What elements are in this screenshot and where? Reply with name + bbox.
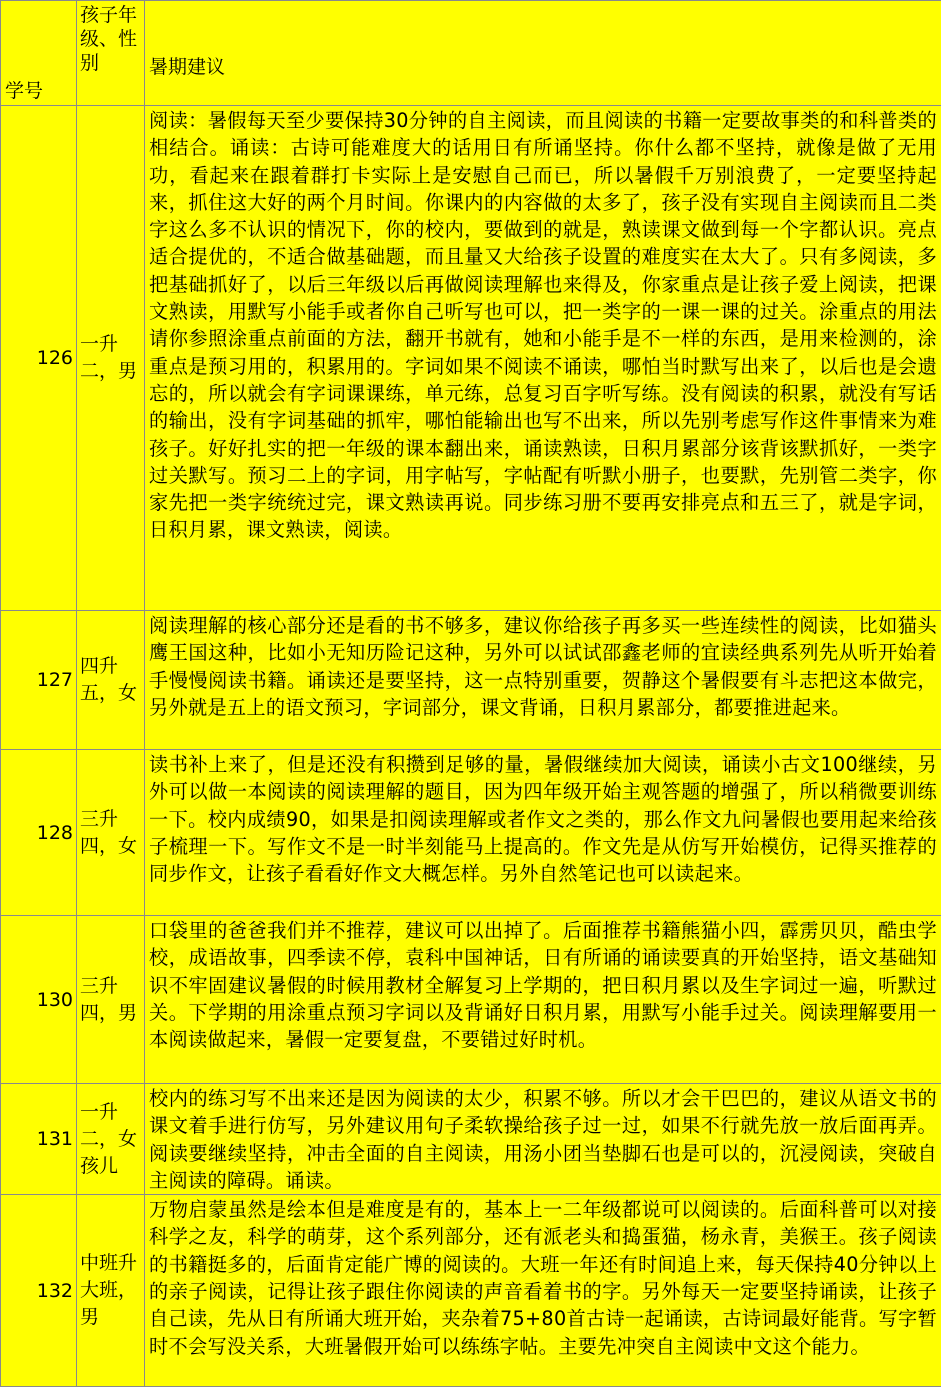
advice-cell[interactable]: 口袋里的爸爸我们并不推荐，建议可以出掉了。后面推荐书籍熊猫小四，霹雳贝贝，酷虫学校，成语故事，四季读不停，袁科中国神话，日有所诵的诵读要真的开始坚持，语文基础知识不牢固建议暑假的时候用教材全解复习上学期的，把日积月累以及生字词过一遍，听默过关。下学期的用涂重点预习字词以及背诵好日积月累，用默写小能手过关。阅读理解要用一本阅读做起来，暑假一定要复盘，不要错过好时机。 <box>145 916 941 1084</box>
advice-cell[interactable]: 阅读：暑假每天至少要保持30分钟的自主阅读，而且阅读的书籍一定要故事类的和科普类的相结合。诵读：古诗可能难度大的话用日有所诵坚持。你什么都不坚持，就像是做了无用功，看起来在跟着群打卡实际上是安慰自己而已，所以暑假千万别浪费了，一定要坚持起来，抓住这大好的两个月时间。你课内的内容做的太多了，孩子没有实现自主阅读而且二类字这么多不认识的情况下，你的校内，要做到的就是，熟读课文做到每一个字都认识。亮点适合提优的，不适合做基础题，而且量又大给孩子设置的难度实在太大了。只有多阅读，多把基础抓好了，以后三年级以后再做阅读理解也来得及，你家重点是让孩子爱上阅读，把课文熟读，用默写小能手或者你自己听写也可以，把一类字的一课一课的过关。涂重点的用法请你参照涂重点前面的方法，翻开书就有，她和小能手是不一样的东西，是用来检测的，涂重点是预习用的，积累用的。字词如果不阅读不诵读，哪怕当时默写出来了，以后也是会遗忘的，所以就会有字词课课练，单元练，总复习百字听写练。没有阅读的积累，就没有写话的输出，没有字词基础的抓牢，哪怕能输出也写不出来，所以先别考虑写作这件事情来为难孩子。好好扎实的把一年级的课本翻出来，诵读熟读，日积月累部分该背该默抓好，一类字过关默写。预习二上的字词，用字帖写，字帖配有听默小册子，也要默，先别管二类字，你家先把一类字统统过完，课文熟读再说。同步练习册不要再安排亮点和五三了，就是字词，日积月累，课文熟读，阅读。 <box>145 106 941 611</box>
table-row <box>1 750 941 916</box>
header-advice[interactable]: 暑期建议 <box>145 1 941 106</box>
student-id-cell[interactable]: 131 <box>1 1084 77 1195</box>
table-row <box>1 1084 941 1195</box>
advice-cell[interactable]: 校内的练习写不出来还是因为阅读的太少，积累不够。所以才会干巴巴的，建议从语文书的课文着手进行仿写，另外建议用句子柔软操给孩子过一过，如果不行就先放一放后面再弄。阅读要继续坚持，冲击全面的自主阅读，用汤小团当垫脚石也是可以的，沉浸阅读，突破自主阅读的障碍。诵读。 <box>145 1084 941 1195</box>
student-id-cell[interactable]: 127 <box>1 611 77 750</box>
advice-cell[interactable]: 读书补上来了，但是还没有积攒到足够的量，暑假继续加大阅读，诵读小古文100继续，另外可以做一本阅读的阅读理解的题目，因为四年级开始主观答题的增强了，所以稍微要训练一下。校内成绩90，如果是扣阅读理解或者作文之类的，那么作文九问暑假也要用起来给孩子梳理一下。写作文不是一时半刻能马上提高的。作文先是从仿写开始模仿，记得买推荐的同步作文，让孩子看看好作文大概怎样。另外自然笔记也可以读起来。 <box>145 750 941 916</box>
table-row <box>1 1195 941 1387</box>
student-id-cell[interactable]: 126 <box>1 106 77 611</box>
student-id-cell[interactable]: 130 <box>1 916 77 1084</box>
grade-gender-cell[interactable]: 三升四，男 <box>77 916 145 1084</box>
grade-gender-cell[interactable]: 四升五，女 <box>77 611 145 750</box>
student-id-cell[interactable]: 128 <box>1 750 77 916</box>
grade-gender-cell[interactable]: 一升二，男 <box>77 106 145 611</box>
grade-gender-cell[interactable]: 中班升大班，男 <box>77 1195 145 1387</box>
header-row <box>1 1 941 106</box>
table-row <box>1 611 941 750</box>
table-row <box>1 106 941 611</box>
advice-cell[interactable]: 万物启蒙虽然是绘本但是难度是有的，基本上一二年级都说可以阅读的。后面科普可以对接科学之友，科学的萌芽，这个系列部分，还有派老头和捣蛋猫，杨永青，美猴王。孩子阅读的书籍挺多的，后面肯定能广博的阅读的。大班一年还有时间追上来，每天保持40分钟以上的亲子阅读，记得让孩子跟住你阅读的声音看着书的字。另外每天一定要坚持诵读，让孩子自己读，先从日有所诵大班开始，夹杂着75+80首古诗一起诵读，古诗词最好能背。写字暂时不会写没关系，大班暑假开始可以练练字帖。主要先冲突自主阅读中文这个能力。 <box>145 1195 941 1387</box>
table-row <box>1 916 941 1084</box>
header-grade-gender[interactable]: 孩子年级、性别 <box>77 1 145 106</box>
grade-gender-cell[interactable]: 一升二，女孩儿 <box>77 1084 145 1195</box>
student-id-cell[interactable]: 132 <box>1 1195 77 1387</box>
advice-cell[interactable]: 阅读理解的核心部分还是看的书不够多，建议你给孩子再多买一些连续性的阅读，比如猫头鹰王国这种，比如小无知历险记这种，另外可以试试邵鑫老师的宜读经典系列先从听开始着手慢慢阅读书籍。诵读还是要坚持，这一点特别重要，贺静这个暑假要有斗志把这本做完，另外就是五上的语文预习，字词部分，课文背诵，日积月累部分，都要推进起来。 <box>145 611 941 750</box>
grade-gender-cell[interactable]: 三升四，女 <box>77 750 145 916</box>
header-student-id[interactable]: 学号 <box>1 1 77 106</box>
